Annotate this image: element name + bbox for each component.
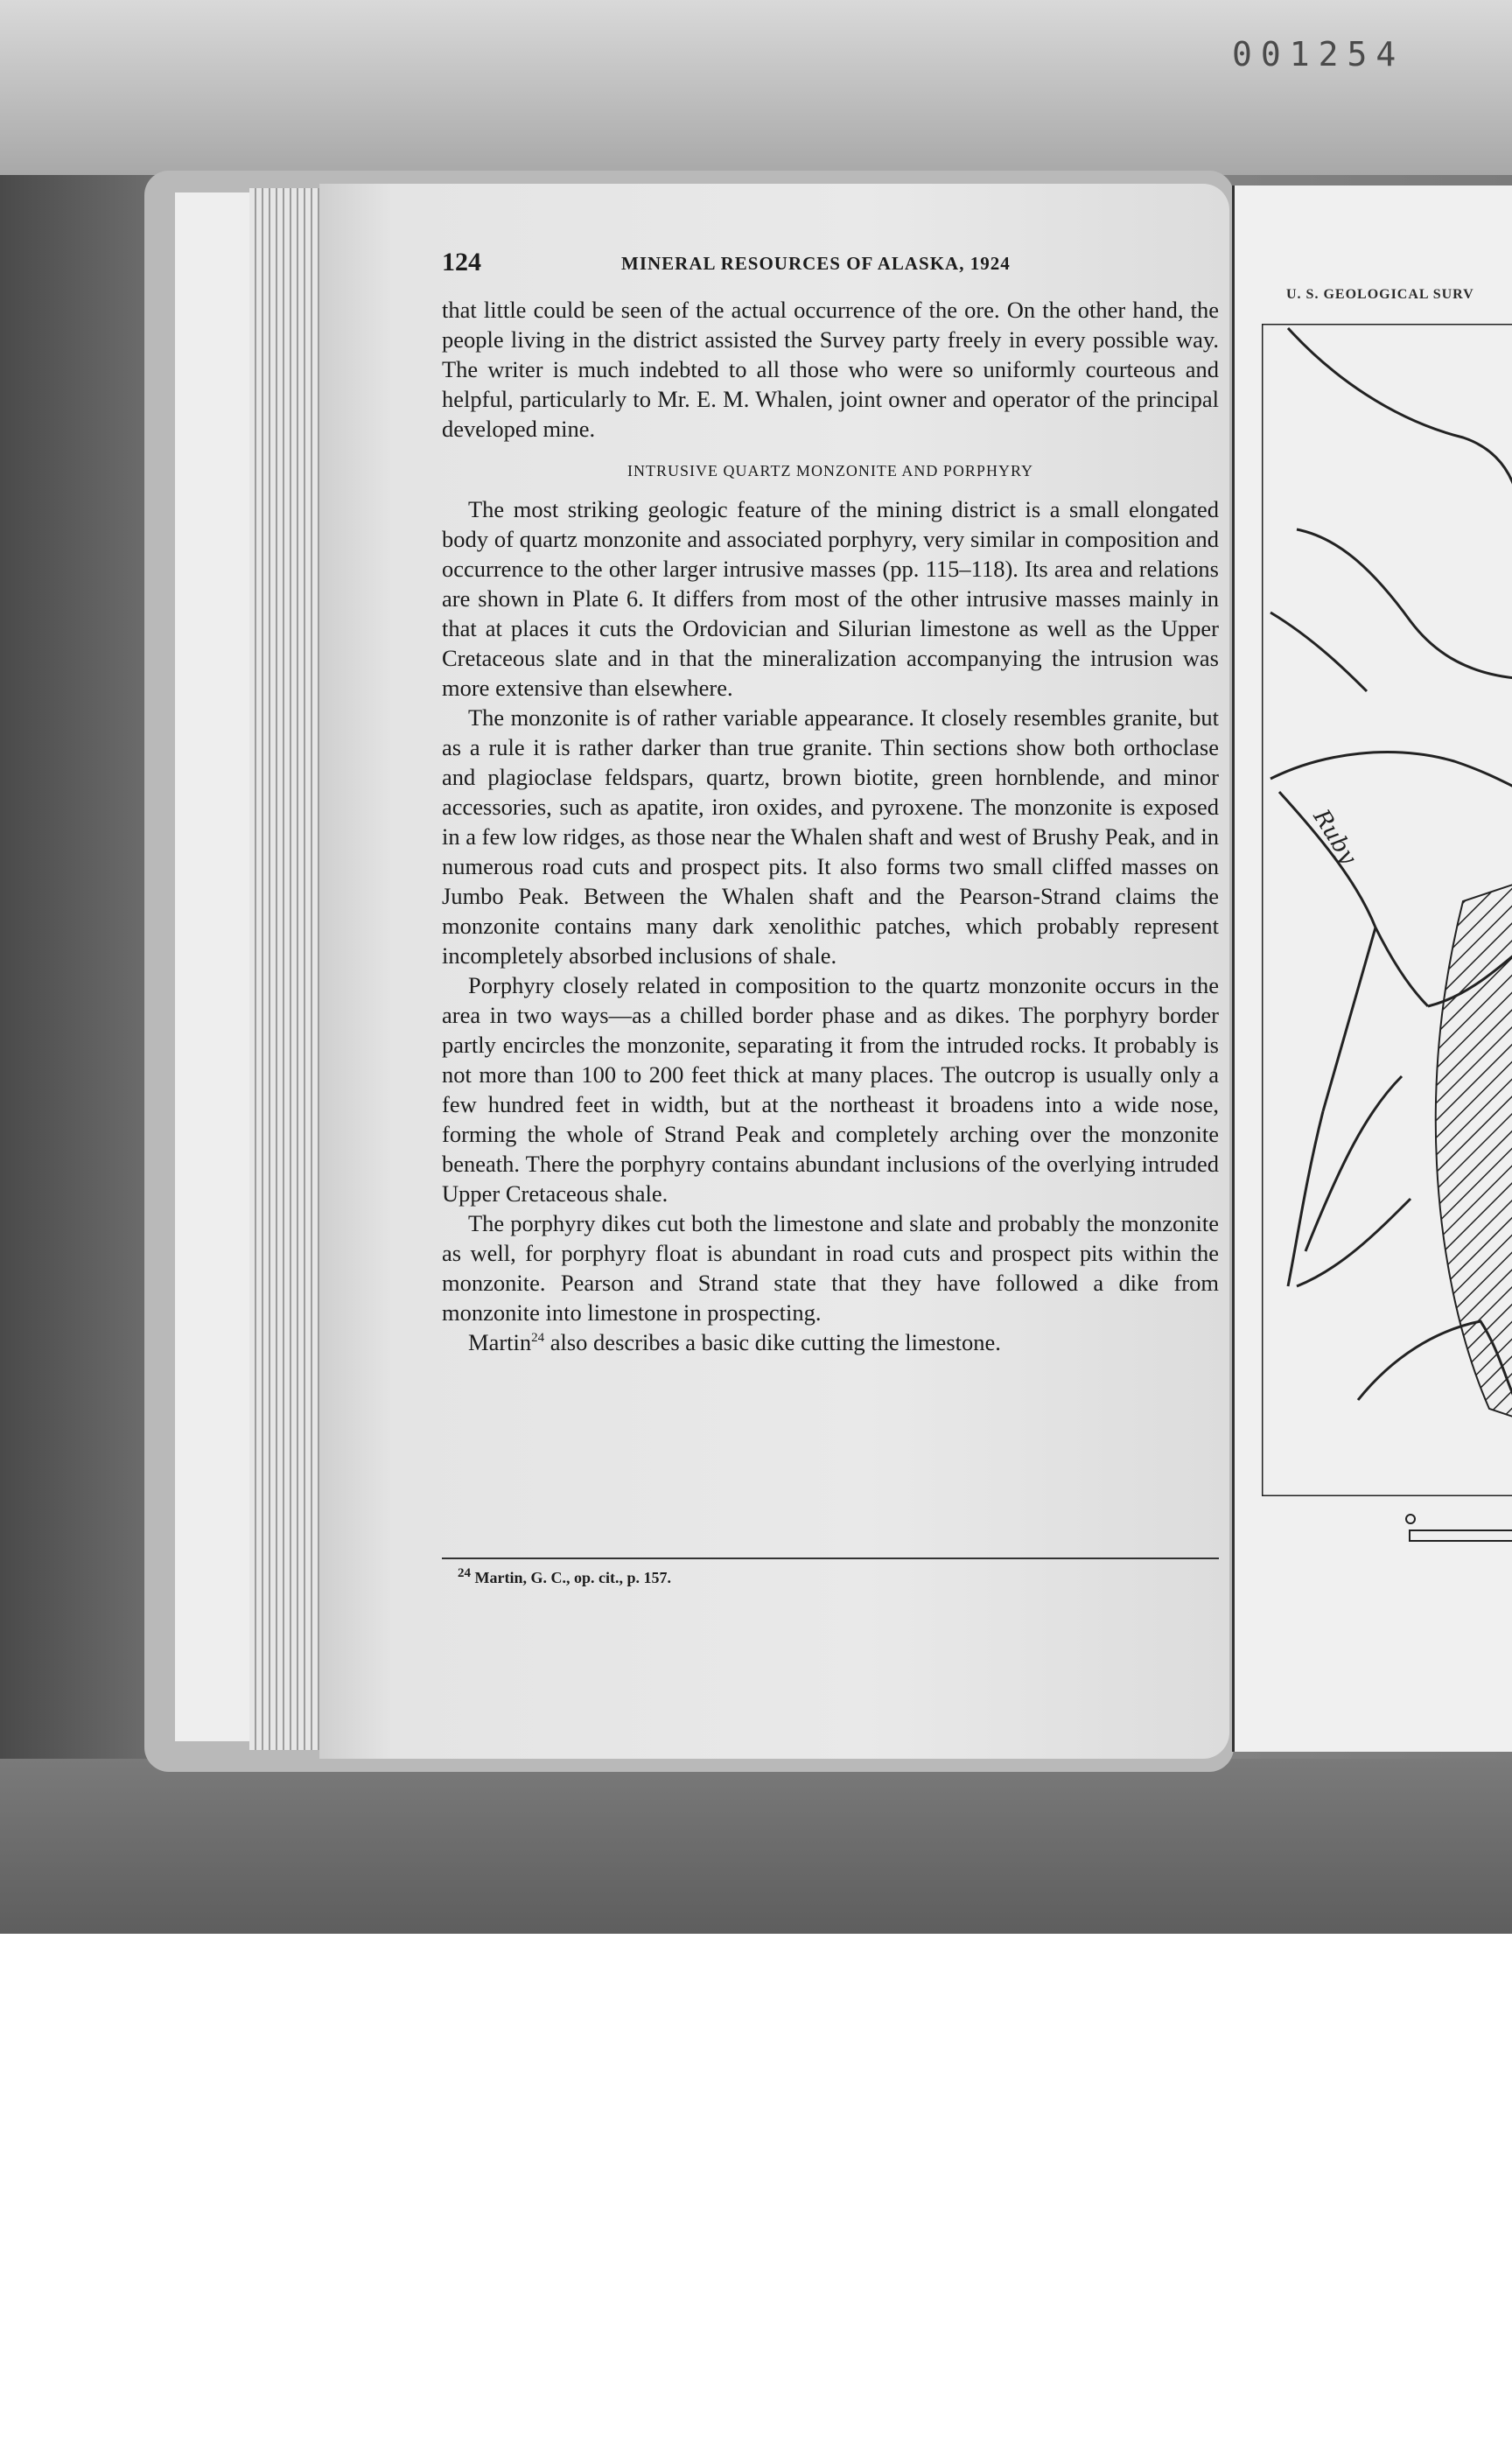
stream-line xyxy=(1297,1199,1410,1286)
map-header: U. S. GEOLOGICAL SURV xyxy=(1286,287,1474,302)
paragraph: The monzonite is of rather variable appearance. It closely resembles granite, but as a rule it is rather darker than true granite. Thin sections show both orthoclase and plagioclase feldspars, quartz, brown biotite, green hornblende, and minor accessories, such as apatite, iron oxides, and pyroxene. The monzonite is exposed in a few low ridges, as those near the Whalen shaft and west of Brushy Peak, and in numerous road cuts and prospect pits. It also forms two small cliffed masses on Jumbo Peak. Between the Whalen shaft and the Pearson-Strand claims the monzonite contains many dark xenolithic patches, which probably represent incompletely absorbed inclusions of shale. xyxy=(442,704,1219,969)
stream-line xyxy=(1288,1111,1323,1286)
paragraph: The most striking geologic feature of the mining district is a small elongated body of quartz monzonite and associated porphyry, very similar in composition and occurrence to the other larger intrusive masses (pp. 115–118). Its area and relations are shown in Plate 6. It differs from most of the other intrusive masses mainly in that at places it cuts the Ordovician and Silurian limestone as well as the Upper Cretaceous slate and in that the mineralization accompanying the intrusion was more extensive than elsewhere. xyxy=(442,496,1219,701)
body-text xyxy=(442,295,1219,1357)
page-edge xyxy=(175,192,254,1741)
footnote-text: Martin, G. C., op. cit., p. 157. xyxy=(474,1569,671,1586)
footnote xyxy=(458,1566,671,1587)
scan-background-bottom xyxy=(0,1759,1512,1934)
text-fragment: also describes a basic dike cutting the limestone. xyxy=(544,1329,1001,1355)
stream-line xyxy=(1270,752,1512,788)
footnote-reference: 24 xyxy=(531,1331,545,1346)
paragraph-last-line xyxy=(442,1327,1219,1357)
page-number: 124 xyxy=(442,248,481,276)
document-number: 001254 xyxy=(1232,35,1405,74)
paragraph: that little could be seen of the actual occurrence of the ore. On the other hand, the people living in the district assisted the Survey party freely in every possible way. The writer is much indebted to all those who were so uniformly courteous and helpful, particularly to Mr. E. M. Whalen, joint owner and operator of the principal developed mine. xyxy=(442,297,1219,442)
stream-line xyxy=(1270,612,1367,691)
map-drawing xyxy=(1262,324,1512,1496)
footnote-rule xyxy=(442,1558,1219,1559)
scan-background-top xyxy=(0,0,1512,175)
map-frame xyxy=(1262,324,1512,1496)
map-river-label: Ruby xyxy=(1307,805,1362,870)
paragraph: Porphyry closely related in composition to the quartz monzonite occurs in the area in two ways—as a chilled border phase and as dikes. The porphyry border partly encircles the monzonite, separating it from the intruded rocks. It probably is not more than 100 to 200 feet thick at many places. The outcrop is usually only a few hundred feet in width, but at the northeast it broadens into a wide nose, forming the whole of Strand Peak and completely arching over the monzonite beneath. There the porphyry contains abundant inclusions of the overlying intruded Upper Cretaceous shale. xyxy=(442,972,1219,1207)
footnote-marker: 24 xyxy=(458,1566,471,1580)
stream-line xyxy=(1323,928,1376,1111)
stream-line xyxy=(1279,792,1428,1006)
running-head: MINERAL RESOURCES OF ALASKA, 1924 xyxy=(621,253,1011,274)
page-header xyxy=(442,248,1212,283)
text-fragment: Martin xyxy=(468,1329,532,1355)
scale-bar xyxy=(1409,1530,1512,1542)
stream-line xyxy=(1306,1076,1402,1251)
paragraph: The porphyry dikes cut both the limestone and slate and probably the monzonite as well, for porphyry float is abundant in road cuts and prospect pits within the monzonite. Pearson and Strand state that they have followed a dike from monzonite into limestone in prospecting. xyxy=(442,1210,1219,1326)
page-stack xyxy=(249,188,324,1750)
stream-line xyxy=(1288,328,1512,490)
scale-marker xyxy=(1405,1514,1416,1524)
section-heading: INTRUSIVE QUARTZ MONZONITE AND PORPHYRY xyxy=(627,462,1033,480)
hatched-area xyxy=(1436,884,1512,1418)
